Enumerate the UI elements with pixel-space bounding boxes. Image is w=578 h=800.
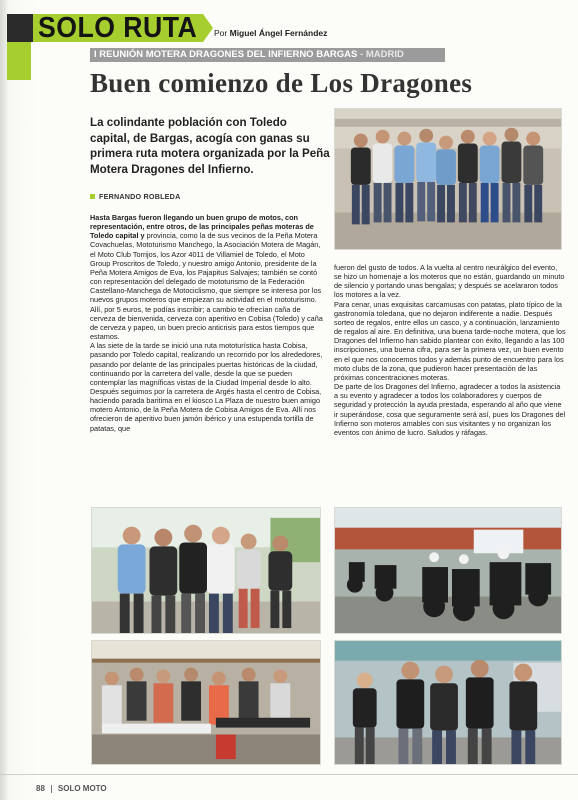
group-celebration-image xyxy=(335,641,561,764)
byline-name: Miguel Ángel Fernández xyxy=(229,28,328,38)
author-name: FERNANDO ROBLEDA xyxy=(99,192,181,201)
body-paragraph-6: De parte de los Dragones del Infierno, agradecer a todos la asistencia a su evento y agradecer a todos los colaboradores y cuerpos de seguridad y protección la ayuda prestada, esperando al año que viene ir superándose, cosa que seguramente será así, pues los Dragones del Infierno son moteros amables con sus visitantes y no organizan los eventos con ánimo de lucro. Saludos y ráfagas. xyxy=(334,382,566,437)
footer-rule xyxy=(0,774,578,775)
kicker-separator: - xyxy=(357,49,366,60)
green-margin-block xyxy=(7,42,31,80)
photo-group-portrait xyxy=(334,108,562,250)
byline-prefix: Por xyxy=(214,28,228,38)
body-paragraph-4: fueron del gusto de todos. A la vuelta al centro neurálgico del evento, se hizo un homenaje a los moteros que no están, guardando un minuto de silencio y portando unas bengalas; y después se acelararon todos los motores a la vez. xyxy=(334,263,565,300)
body-intro-rest: provincia, como la de sus vecinos de la Peña Motera Covachuelas, Mototurismo Manchego, la Asociación Motera de Magán, el Moto Club Torrijos, los Azor 4011 de Villamiel de Toledo, el Moto Group Proscritos de Toledo, y nuestro amigo Antonio, presidente de la Peña Motera Amigos de Eva, los Pajapitus Salvajes; también se contó con representación del delegado de mototurismo de la Federación Castellano-Manchega de Motociclismo, que siempre se interesa por los nuevos grupos moteros que empiezan su actividad en el mototurismo. xyxy=(90,231,322,305)
folio-separator xyxy=(51,785,52,793)
photo-crowd-tables xyxy=(91,640,321,765)
page-spine-shadow xyxy=(0,0,7,800)
page-folio xyxy=(36,784,107,793)
page-number: 88 xyxy=(36,784,45,793)
body-column-2 xyxy=(334,263,566,437)
event-kicker xyxy=(90,48,445,62)
author-bullet-icon xyxy=(90,194,95,199)
top-byline xyxy=(214,28,327,38)
photo-group-celebration xyxy=(334,640,562,765)
section-title: SOLO RUTA xyxy=(38,12,198,44)
body-column-1 xyxy=(90,213,326,433)
photo-group-street xyxy=(91,507,321,634)
section-arrow xyxy=(203,14,213,42)
author-credit xyxy=(90,192,180,201)
body-paragraph-5: Para cenar, unas exquisitas carcamusas con patatas, plato típico de la gastronomía toledana, que no dejaron indiferente a nadie. Después sorteo de regalos, entre ellos un casco, y a continuación, lanzamiento de regalos al aire. En definitiva, una buena tarde-noche motera, que los Dragones del Infierno han sabido plantear con éxito, llegando a las 100 inscripciones, una buena cifra, para ser la primera vez, un buen evento en el que nos conocemos todos y además punto de encuentro para los moto clubs de la zona, que pudieron hacer presentación de las próximas concentraciones moteras. xyxy=(334,299,566,382)
body-paragraph-3: A las siete de la tarde se inició una ruta mototurística hasta Cobisa, pasando por Toledo capital, realizando un recorrido por los alrededores, pasando por delante de las principales puertas históricas de la ciudad, continuando por la carretera del valle, desde la que se pueden contemplar las magníficas vistas de la Ciudad Imperial desde lo alto. Después seguimos por la carretera de Argés hasta el centro de Cobisa, haciendo parada baritima en el kiosco La Plaza de nuestro buen amigo motero Antonio, de la Peña Motera de Cobisa Amigos de Eva. Allí nos ofrecieron de aperitivo buen jamón ibérico y una estupenda tortilla de patatas, que xyxy=(90,341,323,433)
magazine-name: SOLO MOTO xyxy=(57,784,107,793)
article-headline: Buen comienzo de Los Dragones xyxy=(90,68,473,98)
article-lead: La colindante población con Toledo capital, de Bargas, acogía con ganas su primera ruta motera organizada por la Peña Motera Dragones del Infierno. xyxy=(90,116,330,176)
group-portrait-image xyxy=(335,109,561,249)
body-paragraph-2: Allí, por 5 euros, te podías inscribir; a cambio te ofrecían caña de cerveza de bienvenida, cerveza con aperitivo en Cobisa (Toledo) y caña de cerveza y papeo, un buen precio anticrisis para estos tiempos que estamos. xyxy=(90,304,323,342)
body-paragraph-1 xyxy=(90,213,326,305)
crowd-tables-image xyxy=(92,641,320,764)
group-street-image xyxy=(92,508,320,633)
section-dark-block xyxy=(7,14,33,42)
photo-motorcycles xyxy=(334,507,562,634)
kicker-place: MADRID xyxy=(365,49,404,60)
body-intro-bold: Hasta Bargas fueron llegando un buen grupo de motos, con representación, entre otros, de las principales peñas moteras de Toledo capital y xyxy=(90,213,314,241)
kicker-event: I REUNIÓN MOTERA DRAGONES DEL INFIERNO BARGAS xyxy=(94,49,358,60)
motorcycles-image xyxy=(335,508,561,633)
